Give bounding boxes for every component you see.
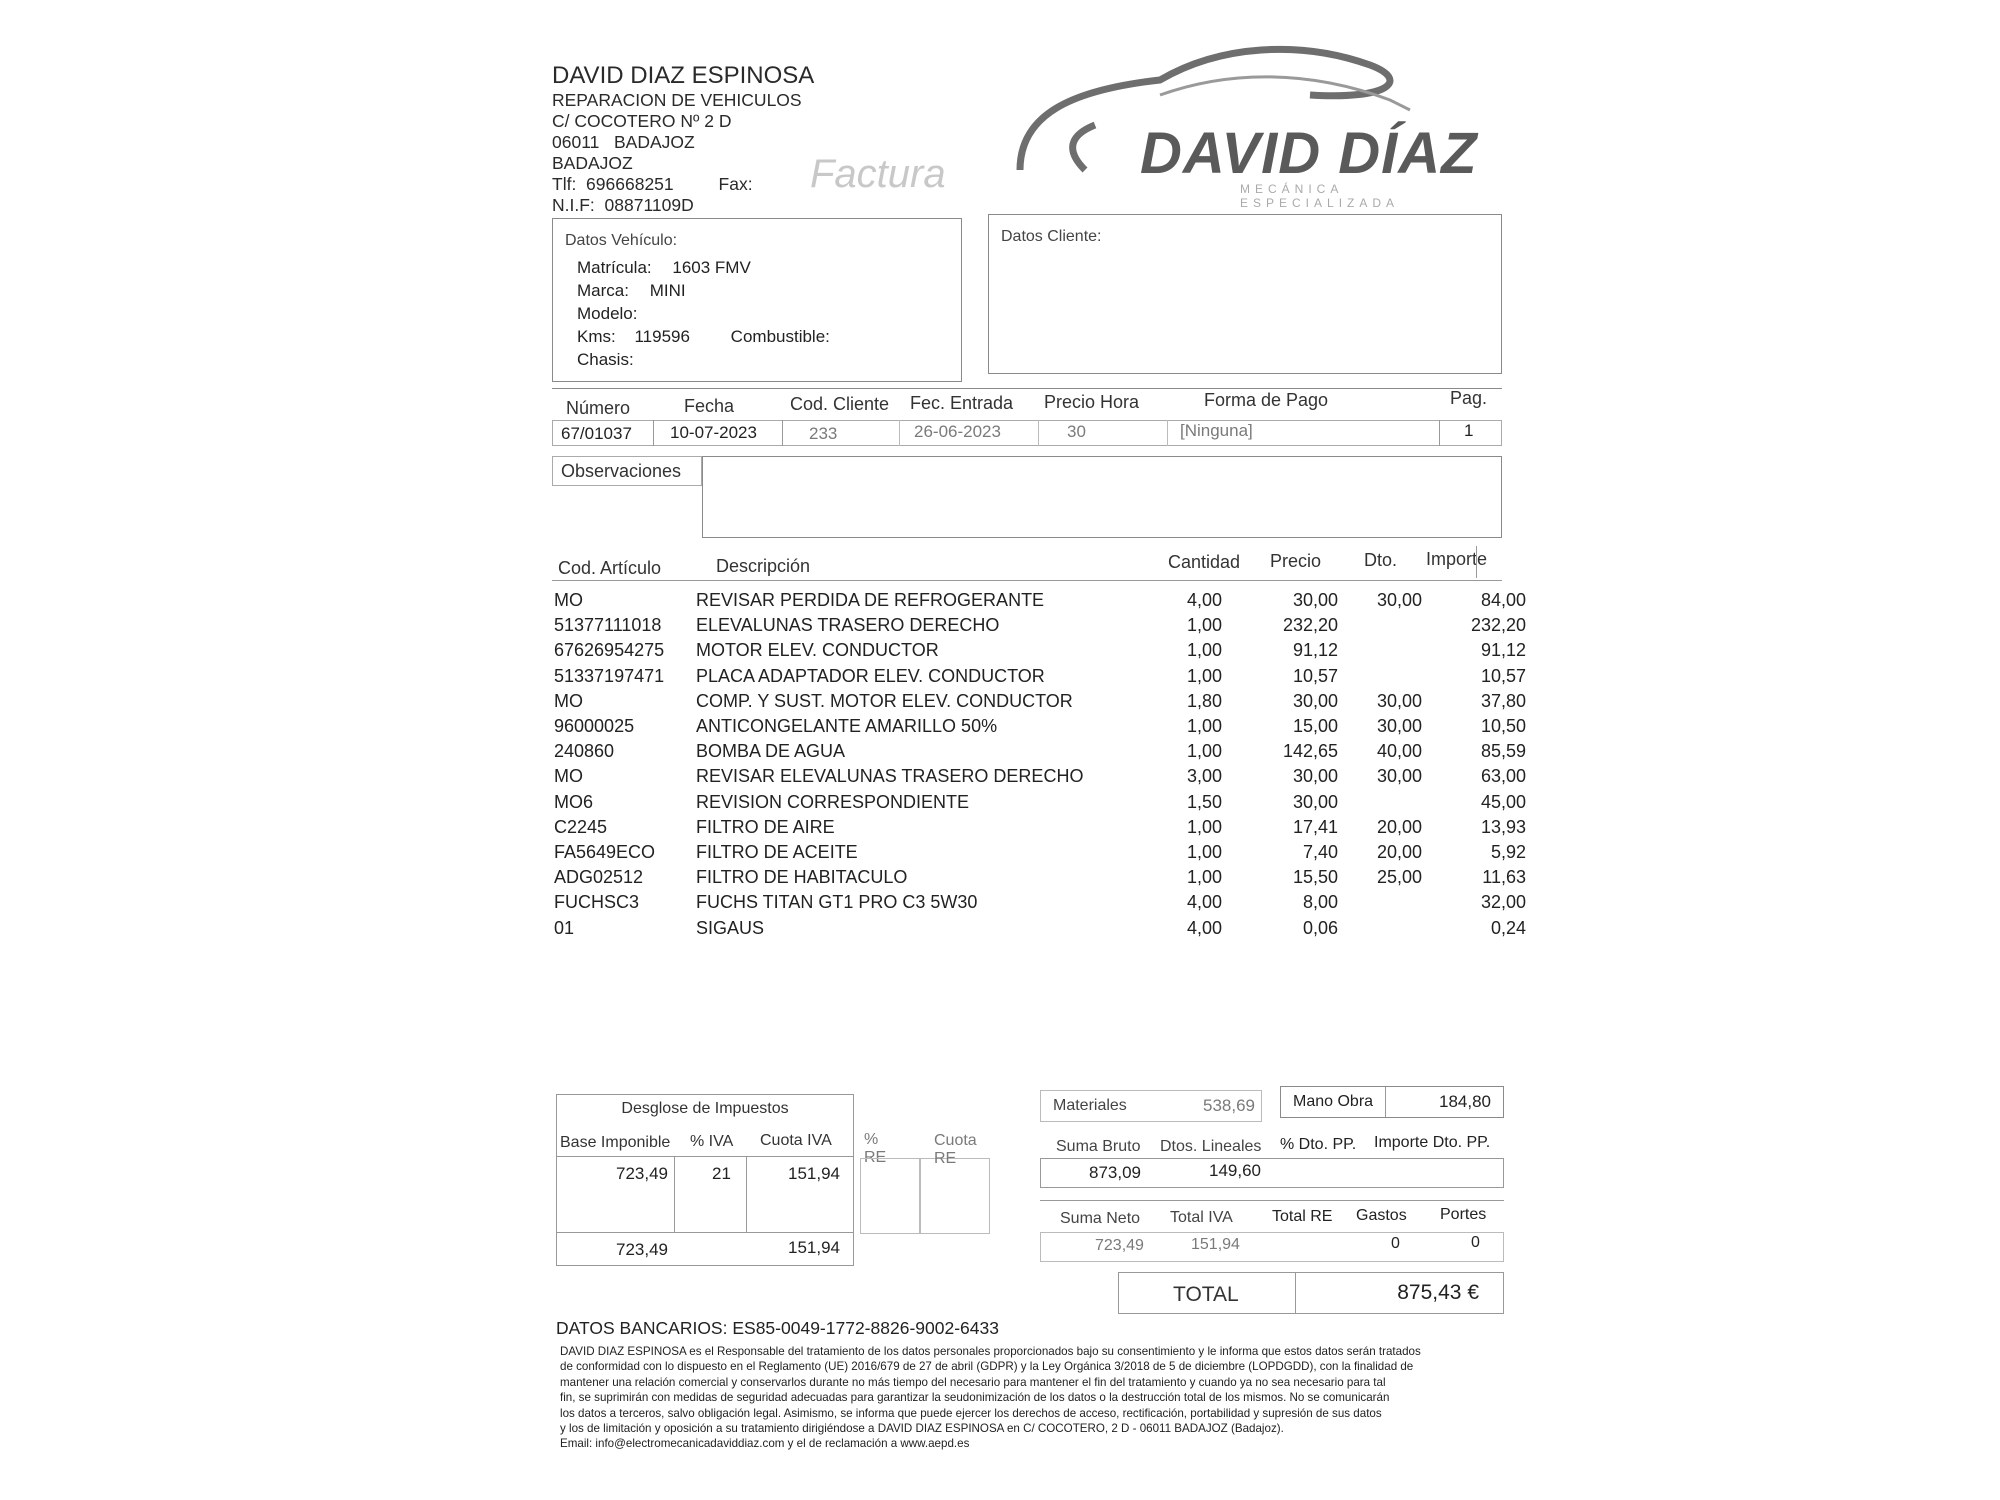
tax-total-rule xyxy=(556,1232,854,1233)
legal-line: los datos a terceros, salvo obligación legal. Asimismo, se informa que puede ejercer los derechos de acceso, rectificación, portabilidad y supresión de sus datos xyxy=(560,1406,1382,1420)
item-code: 01 xyxy=(554,917,575,938)
expenses-value: 0 xyxy=(1391,1235,1400,1252)
item-discount: 20,00 xyxy=(1376,816,1422,837)
date-value: 10-07-2023 xyxy=(670,423,757,442)
item-price: 142,65 xyxy=(1282,741,1338,762)
item-qty: 1,00 xyxy=(1186,741,1222,762)
item-code: FUCHSC3 xyxy=(554,892,640,913)
table-row xyxy=(552,590,1526,615)
gross-block xyxy=(1040,1128,1504,1188)
payment-cell xyxy=(1167,420,1440,446)
table-row xyxy=(552,766,1526,791)
phone-label: Tlf: xyxy=(552,174,577,194)
item-qty: 4,00 xyxy=(1186,892,1222,913)
tax-breakdown xyxy=(556,1094,887,1266)
item-code: 67626954275 xyxy=(554,640,665,661)
table-row xyxy=(552,716,1526,741)
nif-value: 08871109D xyxy=(604,195,694,215)
tax-base-header: Base Imponible xyxy=(560,1134,671,1151)
client-code-label: Cod. Cliente xyxy=(790,394,890,414)
expenses-label: Gastos xyxy=(1356,1207,1407,1224)
labour-box xyxy=(1280,1086,1504,1118)
entry-date-cell xyxy=(899,420,1039,446)
plate-row xyxy=(577,258,751,278)
total-iva-label: Total IVA xyxy=(1170,1209,1233,1226)
item-amount: 10,50 xyxy=(1480,716,1526,736)
labour-label: Mano Obra xyxy=(1293,1093,1374,1110)
item-price: 30,00 xyxy=(1292,791,1338,812)
table-row xyxy=(552,690,1526,716)
header-right-rule xyxy=(1476,546,1477,578)
gross-value: 873,09 xyxy=(1089,1163,1141,1182)
company-nif-line xyxy=(552,195,814,216)
logo-tagline: MECÁNICA ESPECIALIZADA xyxy=(1240,182,1400,210)
item-price: 7,40 xyxy=(1302,842,1338,862)
gross-values-row xyxy=(1040,1158,1504,1188)
legal-line: DAVID DIAZ ESPINOSA es el Responsable del tratamiento de los datos personales proporcionados bajo su consentimiento y le informa que estos datos serán tratados xyxy=(560,1345,1421,1358)
item-qty: 1,00 xyxy=(1186,665,1222,686)
item-qty: 1,80 xyxy=(1186,690,1222,711)
table-row xyxy=(552,640,1526,665)
net-value: 723,49 xyxy=(1095,1237,1144,1254)
line-disc-label: Dtos. Lineales xyxy=(1160,1138,1262,1155)
table-row xyxy=(552,741,1526,766)
item-code: 240860 xyxy=(554,741,615,762)
tax-iva-amount-header: Cuota IVA xyxy=(760,1132,832,1149)
item-discount: 30,00 xyxy=(1376,590,1422,610)
client-code-value: 233 xyxy=(809,424,838,443)
tax-iva-pct-value: 21 xyxy=(712,1164,731,1183)
item-price: 15,50 xyxy=(1292,867,1338,888)
item-description: REVISAR PERDIDA DE REFROGERANTE xyxy=(696,590,1045,610)
item-amount: 63,00 xyxy=(1480,766,1526,787)
item-discount: 30,00 xyxy=(1376,766,1422,787)
tax-title: Desglose de Impuestos xyxy=(621,1100,789,1117)
col-price-header: Precio xyxy=(1270,551,1322,571)
company-block xyxy=(552,62,814,216)
header-top-rule xyxy=(552,388,1502,389)
col-code-header: Cod. Artículo xyxy=(558,558,662,578)
table-row xyxy=(552,791,1526,817)
materials-label: Materiales xyxy=(1053,1097,1127,1114)
item-amount: 45,00 xyxy=(1480,791,1526,812)
item-amount: 37,80 xyxy=(1480,690,1526,711)
fax-label: Fax: xyxy=(718,174,753,194)
table-row xyxy=(552,842,1526,867)
tax-total-iva: 151,94 xyxy=(788,1238,840,1257)
materials-value: 538,69 xyxy=(1203,1096,1255,1115)
number-label: Número xyxy=(566,398,631,418)
item-price: 232,20 xyxy=(1282,615,1338,636)
item-amount: 84,00 xyxy=(1480,590,1526,610)
item-discount: 25,00 xyxy=(1376,867,1422,888)
observations-label: Observaciones xyxy=(561,461,682,481)
item-description: ELEVALUNAS TRASERO DERECHO xyxy=(696,615,1000,636)
col-qty-header: Cantidad xyxy=(1168,552,1241,572)
table-row xyxy=(552,816,1526,842)
phone-value: 696668251 xyxy=(586,174,674,194)
item-qty: 1,50 xyxy=(1186,791,1222,812)
payment-label: Forma de Pago xyxy=(1204,390,1329,410)
client-box xyxy=(988,214,1502,374)
invoice-header xyxy=(552,388,1502,446)
legal-line: de conformidad con lo dispuesto en el Reglamento (UE) 2016/679 de 27 de abril (GDPR) y la Ley Orgánica 3/2018 de 5 de diciembre (LOPDGDD), con la finalidad de xyxy=(560,1360,1414,1374)
item-code: FA5649ECO xyxy=(554,842,656,862)
company-logo xyxy=(1010,40,1510,210)
fuel-label: Combustible: xyxy=(730,327,830,346)
total-divider xyxy=(1295,1273,1296,1313)
tax-total-base: 723,49 xyxy=(616,1240,668,1259)
item-code: C2245 xyxy=(554,816,608,837)
gross-label: Suma Bruto xyxy=(1056,1138,1141,1155)
item-description: REVISION CORRESPONDIENTE xyxy=(696,791,970,812)
labour-value: 184,80 xyxy=(1439,1092,1491,1111)
make-value: MINI xyxy=(649,281,686,300)
total-label: TOTAL xyxy=(1173,1283,1239,1306)
item-amount: 13,93 xyxy=(1480,816,1526,837)
item-price: 30,00 xyxy=(1292,690,1338,711)
item-description: FILTRO DE HABITACULO xyxy=(696,867,908,888)
net-block xyxy=(1040,1200,1504,1262)
kms-label: Kms: xyxy=(577,327,616,346)
bank-label: DATOS BANCARIOS: xyxy=(556,1318,728,1338)
item-description: FILTRO DE AIRE xyxy=(696,816,835,837)
date-label: Fecha xyxy=(684,396,735,416)
company-postal-code: 06011 xyxy=(552,132,600,152)
item-description: FILTRO DE ACEITE xyxy=(696,842,858,862)
document-type: Factura xyxy=(810,152,946,196)
materials-box xyxy=(1040,1090,1262,1122)
item-code: ADG02512 xyxy=(554,867,644,888)
item-discount: 30,00 xyxy=(1376,690,1422,711)
item-description: PLACA ADAPTADOR ELEV. CONDUCTOR xyxy=(696,665,1045,686)
client-section-label: Datos Cliente: xyxy=(1001,228,1102,245)
make-row xyxy=(577,281,686,301)
line-disc-value: 149,60 xyxy=(1209,1161,1261,1180)
item-description: COMP. Y SUST. MOTOR ELEV. CONDUCTOR xyxy=(696,690,1073,711)
vehicle-box xyxy=(552,218,962,382)
item-qty: 1,00 xyxy=(1186,842,1222,862)
hour-price-value: 30 xyxy=(1067,422,1086,441)
item-discount: 30,00 xyxy=(1376,716,1422,736)
tax-col-rule-1 xyxy=(674,1156,675,1232)
col-description-header: Descripción xyxy=(716,556,811,576)
kms-row xyxy=(577,327,830,347)
bank-line xyxy=(556,1318,999,1339)
item-qty: 4,00 xyxy=(1186,590,1222,610)
item-price: 91,12 xyxy=(1292,640,1338,661)
plate-label: Matrícula: xyxy=(577,258,652,277)
shipping-label: Portes xyxy=(1440,1206,1487,1223)
item-qty: 1,00 xyxy=(1186,615,1222,636)
item-amount: 32,00 xyxy=(1480,892,1526,913)
entry-date-label: Fec. Entrada xyxy=(910,393,1014,413)
item-qty: 4,00 xyxy=(1186,917,1222,938)
table-row xyxy=(552,867,1526,892)
company-postal-city xyxy=(552,132,814,153)
tax-re-block xyxy=(860,1132,990,1232)
table-row xyxy=(552,615,1526,640)
payment-value: [Ninguna] xyxy=(1180,421,1253,440)
item-description: REVISAR ELEVALUNAS TRASERO DERECHO xyxy=(696,766,1084,787)
observations-label-cell xyxy=(552,456,702,486)
tax-re-amount-header: Cuota RE xyxy=(934,1132,977,1167)
pp-amount-label: Importe Dto. PP. xyxy=(1374,1134,1491,1151)
net-values-row xyxy=(1040,1232,1504,1262)
item-qty: 1,00 xyxy=(1186,867,1222,888)
item-description: SIGAUS xyxy=(696,917,765,938)
item-price: 30,00 xyxy=(1292,766,1338,787)
page-label: Pag. xyxy=(1450,388,1488,408)
item-description: FUCHS TITAN GT1 PRO C3 5W30 xyxy=(696,892,978,913)
company-name: DAVID DIAZ ESPINOSA xyxy=(552,62,815,89)
company-activity: REPARACION DE VEHICULOS xyxy=(552,90,802,110)
item-code: MO6 xyxy=(554,791,594,812)
logo-brand: DAVID DÍAZ xyxy=(1140,121,1478,186)
number-value: 67/01037 xyxy=(561,424,632,443)
vehicle-section-label: Datos Vehículo: xyxy=(565,232,678,249)
items-header xyxy=(552,546,1502,581)
tax-re-amount-cell xyxy=(920,1158,990,1234)
item-amount: 0,24 xyxy=(1490,917,1526,938)
company-city: BADAJOZ xyxy=(613,132,695,152)
legal-notice xyxy=(560,1344,1510,1452)
hour-price-label: Precio Hora xyxy=(1044,392,1140,412)
total-re-label: Total RE xyxy=(1272,1208,1333,1225)
shipping-value: 0 xyxy=(1471,1234,1480,1251)
item-price: 17,41 xyxy=(1292,816,1338,837)
page-value: 1 xyxy=(1464,421,1474,440)
entry-date-value: 26-06-2023 xyxy=(914,422,1001,441)
item-description: ANTICONGELANTE AMARILLO 50% xyxy=(696,716,998,736)
bank-iban: ES85-0049-1772-8826-9002-6433 xyxy=(732,1318,999,1338)
tax-iva-pct-header: % IVA xyxy=(690,1133,734,1150)
item-discount: 20,00 xyxy=(1376,842,1422,862)
total-value: 875,43 € xyxy=(1397,1281,1479,1304)
model-label: Modelo: xyxy=(577,304,638,323)
item-code: MO xyxy=(554,766,583,787)
company-province: BADAJOZ xyxy=(552,153,633,173)
make-label: Marca: xyxy=(577,281,629,300)
company-address: C/ COCOTERO Nº 2 D xyxy=(552,111,732,131)
col-amount-header: Importe xyxy=(1426,549,1488,569)
chassis-label: Chasis: xyxy=(577,350,634,369)
table-row xyxy=(552,892,1526,917)
legal-line: Email: info@electromecanicadaviddiaz.com y el de reclamación a www.aepd.es xyxy=(560,1437,970,1451)
item-qty: 1,00 xyxy=(1186,640,1222,661)
net-label: Suma Neto xyxy=(1060,1210,1141,1227)
item-qty: 1,00 xyxy=(1186,816,1222,837)
item-qty: 1,00 xyxy=(1186,716,1222,736)
item-description: MOTOR ELEV. CONDUCTOR xyxy=(696,640,939,661)
tax-re-pct-header: % RE xyxy=(864,1131,887,1166)
tax-col-rule-2 xyxy=(746,1156,747,1232)
table-row xyxy=(552,917,1526,943)
item-price: 30,00 xyxy=(1292,590,1338,610)
tax-iva-amount-value: 151,94 xyxy=(788,1164,840,1183)
item-amount: 10,57 xyxy=(1480,665,1526,686)
total-iva-value: 151,94 xyxy=(1191,1236,1240,1253)
item-price: 15,00 xyxy=(1292,716,1338,736)
legal-line: fin, se suprimirán con medidas de seguridad adecuadas para garantizar la seudonimización de los datos o la destrucción total de los mismos. No se comunicarán xyxy=(560,1391,1390,1405)
tax-base-value: 723,49 xyxy=(616,1164,668,1183)
item-amount: 5,92 xyxy=(1490,842,1526,862)
item-code: 51377111018 xyxy=(554,615,662,636)
item-discount: 40,00 xyxy=(1376,741,1422,762)
item-code: 51337197471 xyxy=(554,665,665,686)
date-cell xyxy=(653,420,783,446)
legal-line: mantener una relación comercial y conservarlos durante no más tiempo del necesario para mantener el fin del tratamiento y cuando ya no sea necesario para tal xyxy=(560,1375,1386,1389)
item-code: 96000025 xyxy=(554,716,635,736)
labour-divider xyxy=(1385,1087,1386,1117)
item-price: 8,00 xyxy=(1302,892,1338,913)
total-box xyxy=(1118,1272,1504,1314)
page-cell xyxy=(1439,420,1502,446)
item-amount: 91,12 xyxy=(1480,640,1526,661)
observations-field xyxy=(702,456,1502,538)
item-price: 10,57 xyxy=(1292,665,1338,686)
plate-value: 1603 FMV xyxy=(672,258,751,277)
observations-block xyxy=(552,456,1502,538)
item-amount: 85,59 xyxy=(1480,741,1526,762)
table-row xyxy=(552,665,1526,691)
header-values-row xyxy=(552,420,1502,446)
item-price: 0,06 xyxy=(1302,917,1338,938)
item-code: MO xyxy=(554,690,583,711)
legal-line: y los de limitación y oposición a su tratamiento dirigiéndose a DAVID DIAZ ESPINOSA en C/ COCOTERO, 2 D - 06011 BADAJOZ (Badajoz). xyxy=(560,1422,1284,1436)
col-discount-header: Dto. xyxy=(1364,550,1398,570)
company-phone-line xyxy=(552,174,814,195)
item-description: BOMBA DE AGUA xyxy=(696,741,846,762)
item-qty: 3,00 xyxy=(1186,766,1222,787)
pp-disc-label: % Dto. PP. xyxy=(1280,1136,1357,1153)
tax-re-pct-cell xyxy=(860,1158,920,1234)
item-amount: 232,20 xyxy=(1470,615,1526,636)
tax-header-rule xyxy=(556,1156,854,1157)
item-code: MO xyxy=(554,590,583,610)
nif-label: N.I.F: xyxy=(552,195,595,215)
net-top-rule xyxy=(1040,1200,1504,1201)
item-amount: 11,63 xyxy=(1482,867,1526,888)
kms-value: 119596 xyxy=(634,327,690,346)
